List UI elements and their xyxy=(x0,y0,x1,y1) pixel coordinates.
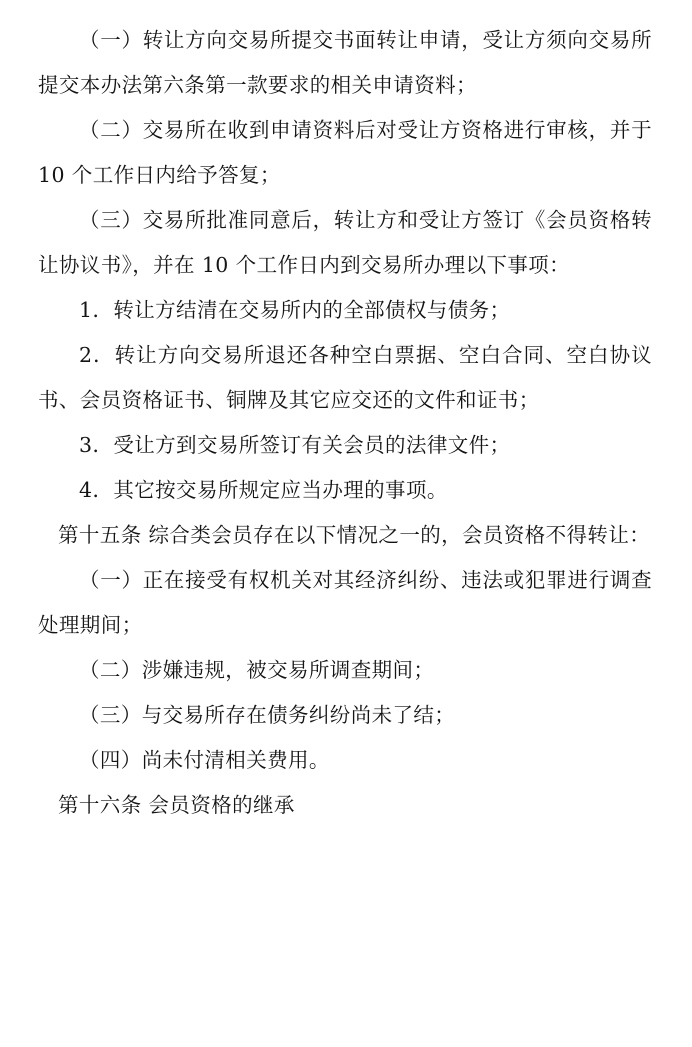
paragraph-clause-15-item-3: （三）与交易所存在债务纠纷尚未了结； xyxy=(79,703,456,727)
paragraph-clause-15-item-4: （四）尚未付清相关费用。 xyxy=(79,748,330,772)
paragraph-clause-16: 第十六条 会员资格的继承 xyxy=(58,793,295,817)
list-item-clause-14-sub-2: 2．转让方向交易所退还各种空白票据、空白合同、空白协议书、会员资格证书、铜牌及其它应交还的文件和证书； xyxy=(38,343,652,412)
paragraph-clause-14-item-1: （一）转让方向交易所提交书面转让申请，受让方须向交易所提交本办法第六条第一款要求的相关申请资料； xyxy=(38,28,652,97)
paragraph-clause-14-item-2: （二）交易所在收到申请资料后对受让方资格进行审核，并于 10 个工作日内给予答复； xyxy=(38,118,652,187)
list-item-clause-14-sub-3: 3．受让方到交易所签订有关会员的法律文件； xyxy=(79,433,511,457)
paragraph-clause-15-item-1: （一）正在接受有权机关对其经济纠纷、违法或犯罪进行调查处理期间； xyxy=(38,568,652,637)
paragraph-clause-15-item-2: （二）涉嫌违规，被交易所调查期间； xyxy=(79,658,435,682)
list-item-clause-14-sub-1: 1．转让方结清在交易所内的全部债权与债务； xyxy=(79,298,511,322)
paragraph-clause-15: 第十五条 综合类会员存在以下情况之一的，会员资格不得转让： xyxy=(58,523,651,547)
paragraph-clause-14-item-3: （三）交易所批准同意后，转让方和受让方签订《会员资格转让协议书》，并在 10 个工作日内到交易所办理以下事项： xyxy=(38,208,652,277)
list-item-clause-14-sub-4: 4．其它按交易所规定应当办理的事项。 xyxy=(79,478,448,502)
